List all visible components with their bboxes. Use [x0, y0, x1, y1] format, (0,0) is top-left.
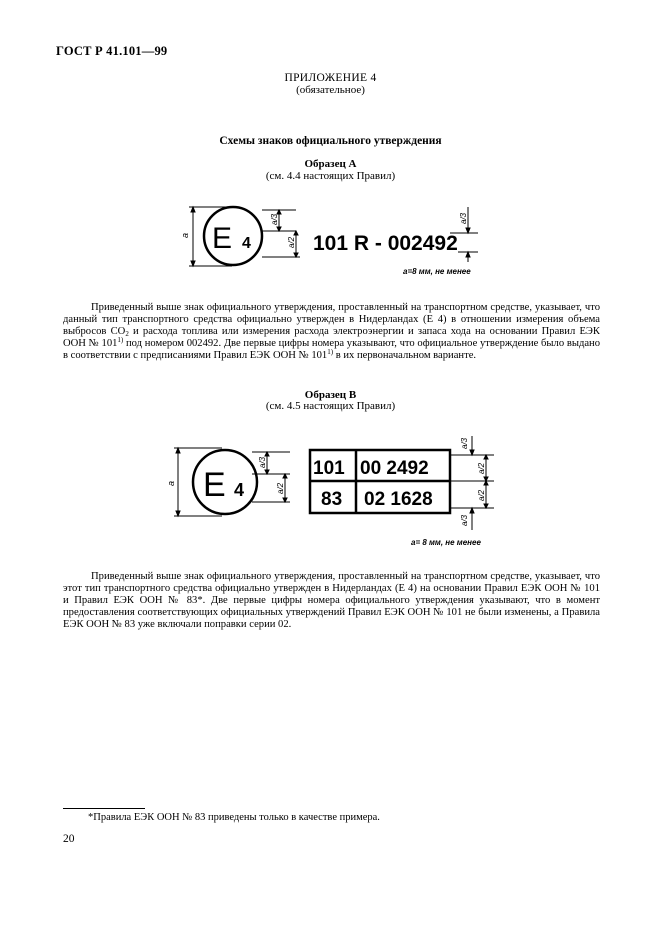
sample-b-dim-a: a	[166, 480, 176, 486]
sample-a-dim-a: a	[180, 232, 190, 238]
sample-a-mark-letter: E	[212, 222, 233, 255]
sample-b-mark-letter: E	[203, 466, 226, 504]
page-number: 20	[63, 833, 75, 845]
sample-b-reference: (см. 4.5 настоящих Правил)	[265, 400, 396, 412]
sample-b-dim-a2-lower: a/2	[477, 489, 486, 501]
sample-b-dim-a3: a/3	[258, 456, 267, 468]
sample-a-dim-a2: a/2	[287, 236, 296, 248]
document-code: ГОСТ Р 41.101—99	[56, 44, 168, 58]
paragraph-2: Приведенный выше знак официального утверждения, проставленный на транспортном средстве, указывает, что этот тип транспортного средства официально утвержден в Нидерландах (Е 4) на основании Правил ЕЭК ООН № 101 и Правил ЕЭК ООН № 83*. Две первые цифры номера официального утверждения указывают, что в момент предоставления соответствующих официальных утверждений Правил ЕЭК ООН № 101 не были изменены, а Правила ЕЭК ООН № 83 уже включали поправки серии 02.	[63, 571, 600, 630]
sample-a-dim-a3: a/3	[270, 213, 279, 225]
sample-b-title: Образец В	[304, 389, 357, 401]
sample-a-reference: (см. 4.4 настоящих Правил)	[265, 170, 396, 182]
footnote: *Правила ЕЭК ООН № 83 приведены только в качестве примера.	[88, 812, 380, 823]
sample-b-note: а= 8 мм, не менее	[411, 538, 481, 547]
sample-b-row2-regulation: 83	[321, 489, 343, 510]
paragraph-1: Приведенный выше знак официального утверждения, проставленный на транспортном средстве, указывает, что данный тип транспортного средства официально утвержден в Нидерландах (Е 4) в отношении измерения объема выбросов $СО_2$ и расхода топлива или измерения расхода электроэнергии и запаса хода на основании Правил ЕЭК ООН № 101$^{1)}$ под номером 002492. Две первые цифры номера указывают, что официальное утверждение было выдано в соответствии с предписаниями Правил ЕЭК ООН № 101$^{1)}$ в их первоначальном варианте.	[63, 302, 600, 361]
sample-b-dim-a2: a/2	[276, 482, 285, 494]
sample-a-dim-a3-right: a/3	[459, 212, 468, 224]
sample-a-note: а=8 мм, не менее	[403, 267, 471, 276]
footnote-rule	[63, 808, 145, 809]
sample-a-title: Образец А	[304, 158, 357, 170]
sample-b-dim-a3-bottom: a/3	[460, 514, 469, 526]
sample-b-mark-number: 4	[234, 480, 245, 500]
annex-subtitle: (обязательное)	[296, 84, 365, 96]
annex-title: ПРИЛОЖЕНИЕ 4	[284, 72, 377, 84]
sample-b-dim-a3-top: a/3	[460, 437, 469, 449]
sample-a-mark-number: 4	[242, 235, 251, 252]
sample-b-dim-a2-upper: a/2	[477, 462, 486, 474]
section-title: Схемы знаков официального утверждения	[219, 135, 442, 147]
sample-b-row1-number: 00 2492	[360, 458, 429, 479]
sample-b-row1-regulation: 101	[313, 458, 345, 479]
sample-b-row2-number: 02 1628	[364, 489, 433, 510]
sample-a-approval-number: 101 R - 002492	[313, 232, 458, 255]
